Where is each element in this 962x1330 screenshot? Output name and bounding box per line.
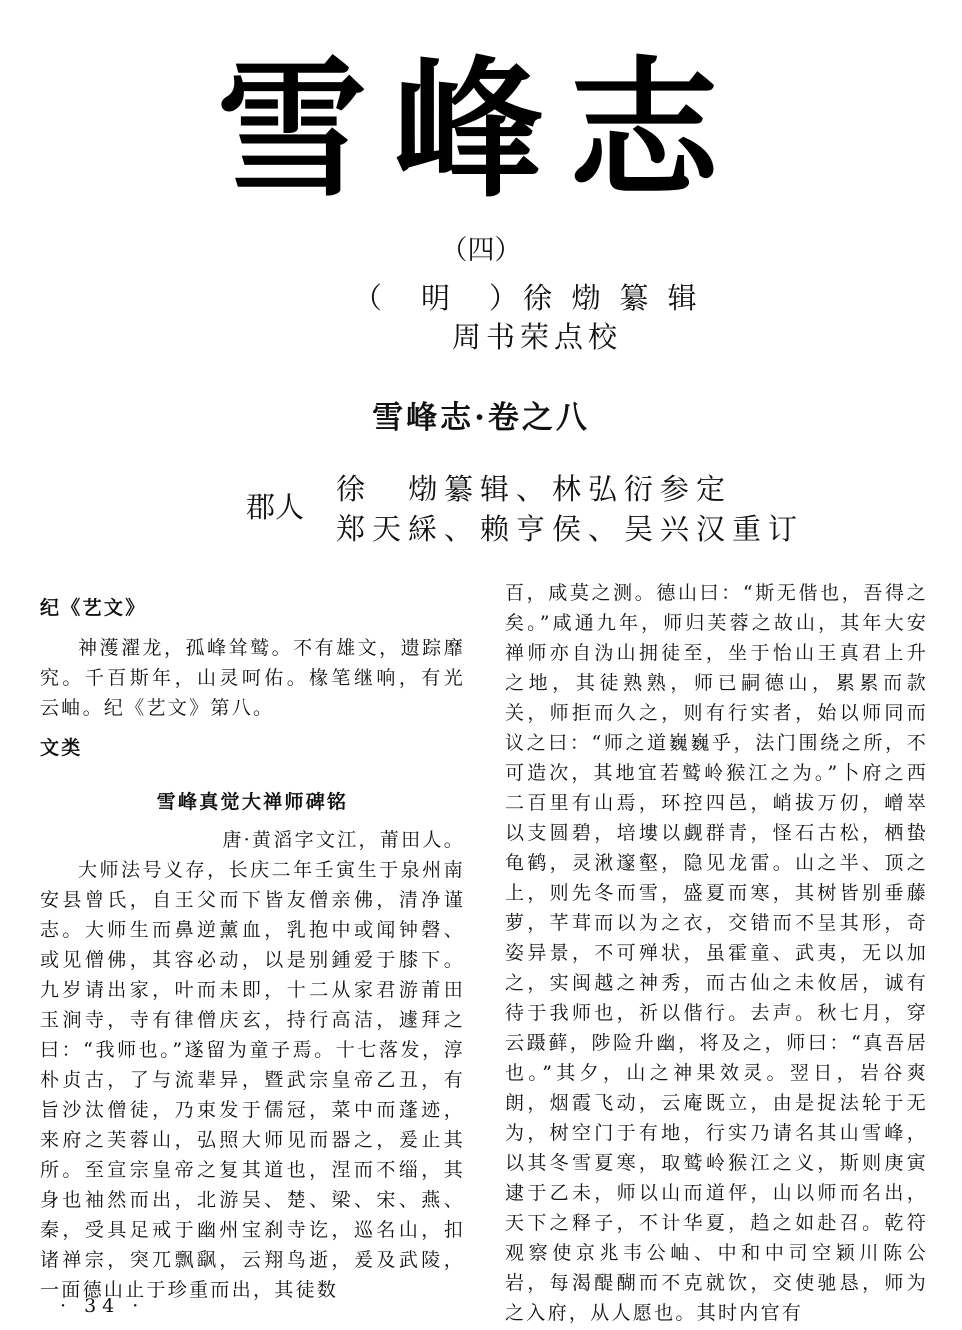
heading-genre: 文类 (40, 737, 83, 759)
body-paragraph-right: 百，咸莫之测。德山曰：“斯无偕也，吾得之矣。”咸通九年，师归芙蓉之故山，其年大安禅师亦自沩山拥徒至，坐于怡山王真君上升之地，其徒熟熟，师已嗣德山，累累而款关，师拒而久之，则有行实者，始以师同而议之曰：“师之道巍巍乎，法门围绕之所，不可造次，其地宜若鹫岭猴江之为。”卜府之西二百里有山焉，环控四邑，峭拔万仞，嶒崒以支圆碧，培塿以觑群青，怪石古松，栖蛰龟鹤，灵湫邃壑，隐见龙雷。山之半、顶之上，则先冬而雪，盛夏而寒，其树皆别垂藤萝，芊茸而以为之衣，交错而不呈其形，奇姿异景，不可殚状，虽霍童、武夷，无以加之，实闽越之神秀，而古仙之未攸居，诚有待于我师也，祈以偕行。去声。秋七月，穿云蹑藓，陟险升幽，将及之，师曰：“真吾居也。”其夕，山之神果效灵。翌日，岩谷爽朗，烟霞飞动，云庵既立，由是捉法轮于无为，树空门于有地，行实乃请名其山雪峰，以其冬雪夏寒，取鹫岭猴江之义，斯则庚寅逮于乙未，师以山而道伻，山以师而名出，天下之释子，不计华夏，趋之如赴召。乾符观察使京兆韦公岫、中和中司空颖川陈公岩，每渴醍醐而不克就饮，交使驰恳，师为之入府，从人愿也。其时内官有 (505, 582, 928, 1324)
editors-line-1: 徐 𤊹纂辑、林弘衍参定 (336, 472, 733, 506)
left-column (40, 593, 465, 1305)
right-column (505, 578, 928, 1328)
editors-line-2: 郑天綵、赖亨侯、吴兴汉重订 (336, 512, 805, 546)
book-title: 雪峰志 (216, 42, 745, 218)
heading-art: 纪《艺文》 (40, 597, 147, 619)
article-byline: 唐·黄滔字文江，莆田人。 (222, 829, 465, 851)
proofreader-line: 周书荣点校 (452, 320, 623, 354)
editors-label: 郡人 (246, 490, 305, 524)
intro-paragraph: 神濩濯龙，孤峰耸鹫。不有雄文，遗踪靡究。千百斯年，山灵呵佑。椽笔继响，有光云岫。纪《艺文》第八。 (40, 637, 465, 719)
author-line: （ 明 ）徐 𤊹 纂 辑 (353, 281, 702, 315)
section-title: 雪峰志·卷之八 (372, 400, 590, 436)
volume-number: （四） (440, 235, 522, 266)
body-paragraph-left: 大师法号义存，长庆二年壬寅生于泉州南安县曾氏，自王父而下皆友僧亲佛，清净谨志。大师生而鼻逆薰血，乳抱中或闻钟磬、或见僧佛，其容必动，以是别鍾爱于膝下。九岁请出家，叶而未即，十二从家君游莆田玉涧寺，寺有律僧庆玄，持行高洁，遽拜之曰：“我师也。”遂留为童子焉。十七落发，淳朴贞古，了与流辈异，暨武宗皇帝乙丑，有旨沙汰僧徒，乃束发于儒冠，菜中而蓬迹，来府之芙蓉山，弘照大师见而器之，爰止其所。至宣宗皇帝之复其道也，涅而不缁，其身也袖然而出，北游吴、楚、梁、宋、燕、秦，受具足戒于幽州宝刹寺讫，巡名山，扣诸禅宗，突兀飘飖，云翔鸟逝，爰及武陵，一面德山止于珍重而出，其徒数 (40, 859, 465, 1301)
article-title: 雪峰真觉大禅师碑铭 (156, 791, 349, 813)
page-number: · 34 · (60, 1295, 145, 1317)
